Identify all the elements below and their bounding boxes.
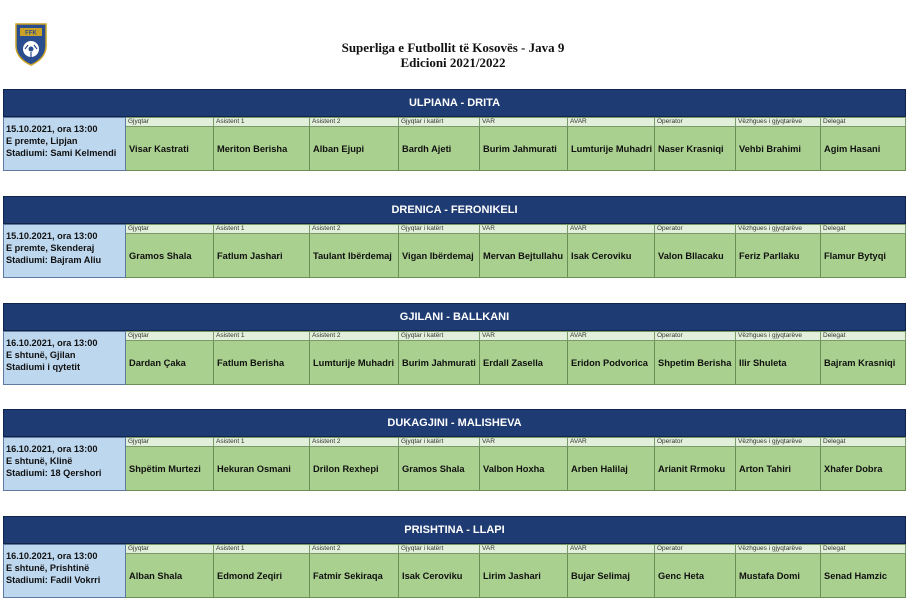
role-row: [126, 224, 906, 234]
officials-row: [126, 554, 906, 598]
official-name: Arianit Rrmoku: [655, 447, 736, 491]
match-title: GJILANI - BALLKANI: [3, 303, 906, 331]
match-place: E shtunë, Gjilan: [6, 350, 76, 360]
role-label: Gjyqtar: [126, 544, 214, 554]
match-title: ULPIANA - DRITA: [3, 89, 906, 117]
match-stadium: Stadiumi: Bajram Aliu: [6, 255, 102, 265]
official-name: Taulant Ibërdemaj: [310, 234, 399, 278]
role-label: Asistent 1: [214, 331, 310, 341]
role-label: Vëzhgues i gjyqtarëve: [736, 331, 821, 341]
role-label: Gjyqtar: [126, 117, 214, 127]
official-name: Feriz Parllaku: [736, 234, 821, 278]
official-name: Hekuran Osmani: [214, 447, 310, 491]
document-title: [0, 40, 906, 70]
official-name: Gramos Shala: [399, 447, 480, 491]
match-info: [3, 331, 126, 385]
officials-row: [126, 234, 906, 278]
role-label: AVAR: [568, 437, 655, 447]
title-line-2: Edicioni 2021/2022: [400, 55, 506, 70]
role-label: Asistent 1: [214, 224, 310, 234]
match-block-1: [3, 89, 906, 171]
official-name: Meriton Berisha: [214, 127, 310, 171]
role-label: Delegat: [821, 224, 906, 234]
officials-row: [126, 447, 906, 491]
role-label: Gjyqtar i katërt: [399, 331, 480, 341]
title-line-1: Superliga e Futbollit të Kosovës - Java 9: [341, 40, 565, 55]
official-name: Arton Tahiri: [736, 447, 821, 491]
role-label: Operator: [655, 437, 736, 447]
official-name: Bardh Ajeti: [399, 127, 480, 171]
match-info: [3, 117, 126, 171]
official-name: Isak Ceroviku: [399, 554, 480, 598]
official-name: Vehbi Brahimi: [736, 127, 821, 171]
role-label: Operator: [655, 331, 736, 341]
role-label: Asistent 2: [310, 224, 399, 234]
official-name: Genc Heta: [655, 554, 736, 598]
role-label: Asistent 2: [310, 544, 399, 554]
official-name: Alban Ejupi: [310, 127, 399, 171]
role-label: Vëzhgues i gjyqtarëve: [736, 437, 821, 447]
logo-text: FFK: [25, 30, 37, 37]
role-label: AVAR: [568, 117, 655, 127]
role-label: VAR: [480, 437, 568, 447]
role-label: Delegat: [821, 331, 906, 341]
match-date: 16.10.2021, ora 13:00: [6, 444, 98, 454]
official-name: Bajram Krasniqi: [821, 341, 906, 385]
role-label: AVAR: [568, 544, 655, 554]
match-title: DUKAGJINI - MALISHEVA: [3, 409, 906, 437]
role-label: VAR: [480, 224, 568, 234]
official-name: Alban Shala: [126, 554, 214, 598]
official-name: Fatlum Berisha: [214, 341, 310, 385]
role-label: Asistent 1: [214, 544, 310, 554]
role-label: Delegat: [821, 117, 906, 127]
match-stadium: Stadiumi: Sami Kelmendi: [6, 148, 117, 158]
official-name: Shpetim Berisha: [655, 341, 736, 385]
role-label: Gjyqtar: [126, 224, 214, 234]
official-name: Visar Kastrati: [126, 127, 214, 171]
match-block-2: [3, 196, 906, 278]
role-label: Vëzhgues i gjyqtarëve: [736, 224, 821, 234]
official-name: Fatlum Jashari: [214, 234, 310, 278]
role-label: Delegat: [821, 437, 906, 447]
match-stadium: Stadiumi: Fadil Vokrri: [6, 575, 101, 585]
role-label: Vëzhgues i gjyqtarëve: [736, 544, 821, 554]
role-label: Gjyqtar: [126, 331, 214, 341]
role-label: Operator: [655, 117, 736, 127]
official-name: Dardan Çaka: [126, 341, 214, 385]
match-title: DRENICA - FERONIKELI: [3, 196, 906, 224]
match-date: 16.10.2021, ora 13:00: [6, 551, 98, 561]
match-block-4: [3, 409, 906, 491]
role-row: [126, 331, 906, 341]
official-name: Valon Bllacaku: [655, 234, 736, 278]
match-place: E premte, Lipjan: [6, 136, 78, 146]
official-name: Bujar Selimaj: [568, 554, 655, 598]
role-label: VAR: [480, 544, 568, 554]
official-name: Edmond Zeqiri: [214, 554, 310, 598]
role-row: [126, 117, 906, 127]
role-label: Asistent 2: [310, 437, 399, 447]
role-label: Asistent 2: [310, 117, 399, 127]
match-info: [3, 544, 126, 598]
role-label: Gjyqtar i katërt: [399, 437, 480, 447]
role-label: VAR: [480, 331, 568, 341]
official-name: Drilon Rexhepi: [310, 447, 399, 491]
role-label: Gjyqtar i katërt: [399, 544, 480, 554]
role-row: [126, 437, 906, 447]
role-label: VAR: [480, 117, 568, 127]
role-label: Operator: [655, 224, 736, 234]
match-date: 15.10.2021, ora 13:00: [6, 124, 98, 134]
role-label: Operator: [655, 544, 736, 554]
official-name: Senad Hamzic: [821, 554, 906, 598]
role-label: Delegat: [821, 544, 906, 554]
match-place: E shtunë, Prishtinë: [6, 563, 90, 573]
official-name: Shpëtim Murtezi: [126, 447, 214, 491]
match-title: PRISHTINA - LLAPI: [3, 516, 906, 544]
match-info: [3, 224, 126, 278]
role-label: Gjyqtar i katërt: [399, 117, 480, 127]
match-stadium: Stadiumi i qytetit: [6, 362, 81, 372]
official-name: Flamur Bytyqi: [821, 234, 906, 278]
match-info: [3, 437, 126, 491]
official-name: Isak Ceroviku: [568, 234, 655, 278]
official-name: Arben Halilaj: [568, 447, 655, 491]
official-name: Burim Jahmurati: [480, 127, 568, 171]
role-label: Gjyqtar: [126, 437, 214, 447]
role-label: Asistent 1: [214, 117, 310, 127]
official-name: Erdall Zasella: [480, 341, 568, 385]
official-name: Ilir Shuleta: [736, 341, 821, 385]
official-name: Mervan Bejtullahu: [480, 234, 568, 278]
role-label: Gjyqtar i katërt: [399, 224, 480, 234]
match-block-3: [3, 303, 906, 385]
official-name: Gramos Shala: [126, 234, 214, 278]
official-name: Lumturije Muhadri: [310, 341, 399, 385]
match-place: E shtunë, Klinë: [6, 456, 73, 466]
match-place: E premte, Skenderaj: [6, 243, 95, 253]
role-label: AVAR: [568, 331, 655, 341]
role-label: Vëzhgues i gjyqtarëve: [736, 117, 821, 127]
official-name: Naser Krasniqi: [655, 127, 736, 171]
official-name: Vigan Ibërdemaj: [399, 234, 480, 278]
official-name: Lirim Jashari: [480, 554, 568, 598]
match-block-5: [3, 516, 906, 598]
match-date: 16.10.2021, ora 13:00: [6, 338, 98, 348]
official-name: Xhafer Dobra: [821, 447, 906, 491]
role-row: [126, 544, 906, 554]
official-name: Mustafa Domi: [736, 554, 821, 598]
officials-row: [126, 341, 906, 385]
official-name: Eridon Podvorica: [568, 341, 655, 385]
official-name: Valbon Hoxha: [480, 447, 568, 491]
role-label: AVAR: [568, 224, 655, 234]
role-label: Asistent 2: [310, 331, 399, 341]
official-name: Fatmir Sekiraqa: [310, 554, 399, 598]
official-name: Agim Hasani: [821, 127, 906, 171]
match-stadium: Stadiumi: 18 Qershori: [6, 468, 102, 478]
official-name: Lumturije Muhadri: [568, 127, 655, 171]
official-name: Burim Jahmurati: [399, 341, 480, 385]
officials-row: [126, 127, 906, 171]
role-label: Asistent 1: [214, 437, 310, 447]
match-date: 15.10.2021, ora 13:00: [6, 231, 98, 241]
